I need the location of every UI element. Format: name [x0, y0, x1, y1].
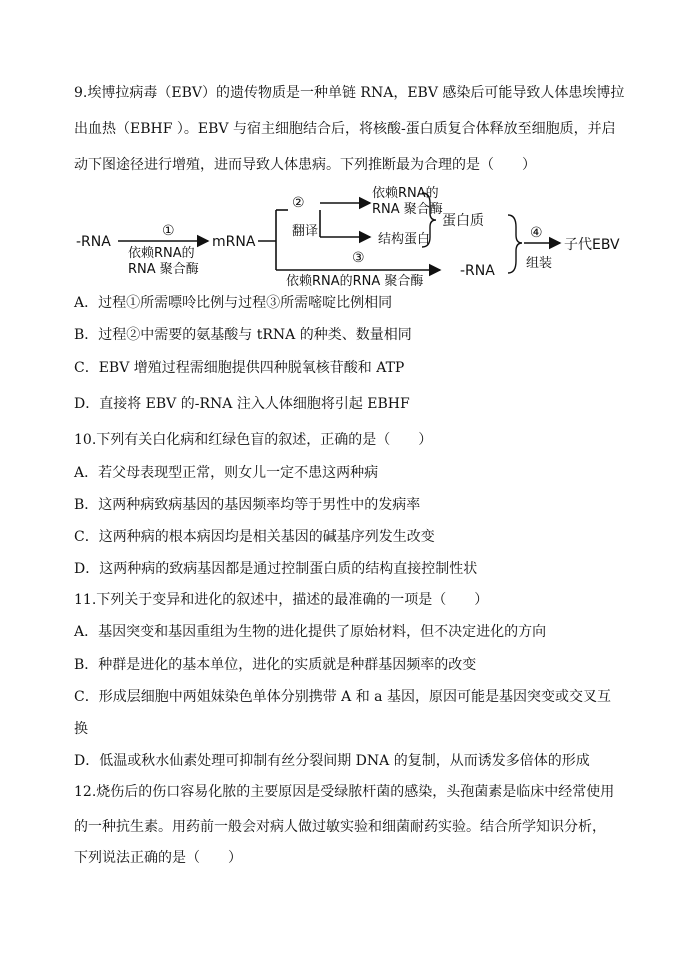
diagram-negative-rna: -RNA [460, 263, 495, 279]
protein-label: 蛋白质 [442, 213, 484, 229]
step-1-label-line-2: RNA 聚合酶 [128, 262, 199, 277]
step-1-label-line-1: 依赖RNA的 [128, 246, 195, 261]
q12-stem-line-1: 12.烧伤后的伤口容易化脓的主要原因是受绿脓杆菌的感染，头孢菌素是临床中经常使用 [74, 784, 615, 800]
step-4-number: ④ [530, 225, 543, 241]
q10-option-b: B．这两种病致病基因的基因频率均等于男性中的发病率 [74, 497, 421, 513]
q10-option-c: C．这两种病的根本病因均是相关基因的碱基序列发生改变 [74, 529, 435, 545]
q11-option-b: B．种群是进化的基本单位，进化的实质就是种群基因频率的改变 [74, 657, 477, 673]
step-2-label: 翻译 [292, 224, 319, 239]
q10-stem: 10.下列有关白化病和红绿色盲的叙述，正确的是（ ） [74, 432, 433, 448]
diagram-start-rna: -RNA [76, 234, 111, 250]
q11-option-c: C．形成层细胞中两姐妹染色单体分别携带 A 和 a 基因，原因可能是基因突变或交叉互 [74, 689, 611, 705]
step-3-label: 依赖RNA的RNA 聚合酶 [286, 274, 424, 289]
q9-stem-line-3: 动下图途径进行增殖，进而导致人体患病。下列推断最为合理的是（ ） [74, 157, 536, 173]
step-2-number: ② [292, 195, 305, 211]
q11-stem: 11.下列关于变异和进化的叙述中，描述的最准确的一项是（ ） [74, 592, 489, 608]
step-3-number: ③ [352, 250, 365, 266]
q9-option-d: D．直接将 EBV 的-RNA 注入人体细胞将引起 EBHF [74, 396, 410, 412]
q12-stem-line-2: 的一种抗生素。用药前一般会对病人做过敏实验和细菌耐药实验。结合所学知识分析， [74, 819, 606, 835]
q9-option-c: C．EBV 增殖过程需细胞提供四种脱氧核苷酸和 ATP [74, 360, 405, 376]
q9-option-a: A．过程①所需嘌呤比例与过程③所需嘧啶比例相同 [74, 295, 393, 311]
product-enzyme-line-2: RNA 聚合酶 [372, 202, 443, 217]
q9-stem-line-2: 出血热（EBHF ）。EBV 与宿主细胞结合后，将核酸-蛋白质复合体释放至细胞质，并启 [74, 121, 616, 137]
q11-option-c-continued: 换 [74, 721, 88, 737]
q12-stem-line-3: 下列说法正确的是（ ） [74, 850, 242, 866]
q10-option-a: A．若父母表现型正常，则女儿一定不患这两种病 [74, 465, 379, 481]
product-enzyme-line-1: 依赖RNA的 [372, 186, 439, 201]
q9-option-b: B．过程②中需要的氨基酸与 tRNA 的种类、数量相同 [74, 327, 412, 343]
diagram-result: 子代EBV [564, 237, 620, 253]
diagram-mrna: mRNA [212, 234, 256, 250]
q10-option-d: D．这两种病的致病基因都是通过控制蛋白质的结构直接控制性状 [74, 561, 478, 577]
q11-option-d: D．低温或秋水仙素处理可抑制有丝分裂间期 DNA 的复制，从而诱发多倍体的形成 [74, 753, 590, 769]
assembly-brace [508, 215, 522, 273]
q9-stem-line-1: 9.埃博拉病毒（EBV）的遗传物质是一种单链 RNA，EBV 感染后可能导致人体患埃博拉 [74, 85, 625, 101]
step-4-label: 组装 [526, 256, 553, 271]
ebv-replication-diagram [60, 185, 630, 295]
product-structural-protein: 结构蛋白 [378, 232, 431, 247]
step-1-number: ① [162, 223, 175, 239]
q11-option-a: A．基因突变和基因重组为生物的进化提供了原始材料，但不决定进化的方向 [74, 624, 547, 640]
